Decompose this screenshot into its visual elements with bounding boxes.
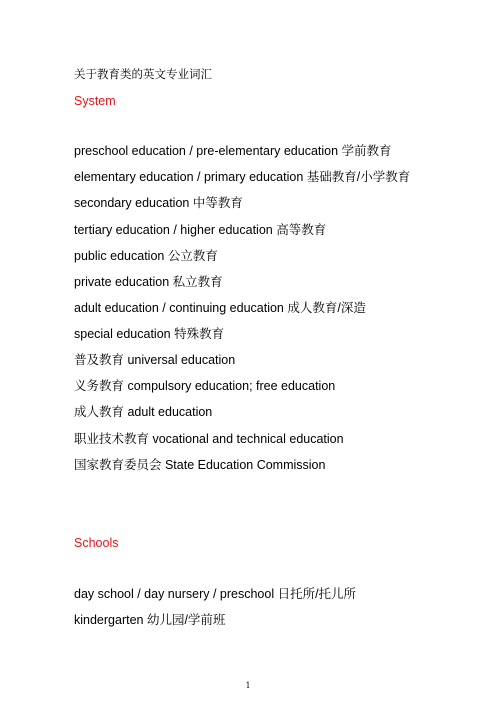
- term-line: secondary education 中等教育: [74, 196, 243, 210]
- term-line: 国家教育委员会 State Education Commission: [74, 458, 326, 472]
- section-heading-system: System: [74, 94, 116, 108]
- term-line: special education 特殊教育: [74, 327, 225, 341]
- term-line: kindergarten 幼儿园/学前班: [74, 613, 226, 627]
- term-line: elementary education / primary education 基础教育/小学教育: [74, 170, 411, 184]
- term-line: 职业技术教育 vocational and technical education: [74, 432, 344, 446]
- document-title: 关于教育类的英文专业词汇: [74, 67, 212, 81]
- term-line: day school / day nursery / preschool 日托所/托儿所: [74, 587, 357, 601]
- section-heading-schools: Schools: [74, 536, 119, 550]
- page-number: 1: [245, 681, 251, 690]
- term-line: private education 私立教育: [74, 275, 223, 289]
- term-line: tertiary education / higher education 高等教育: [74, 223, 327, 237]
- term-line: 普及教育 universal education: [74, 353, 236, 367]
- term-line: 义务教育 compulsory education; free education: [74, 379, 336, 393]
- term-line: 成人教育 adult education: [74, 405, 213, 419]
- term-line: public education 公立教育: [74, 249, 218, 263]
- term-line: adult education / continuing education 成人教育/深造: [74, 301, 366, 315]
- term-line: preschool education / pre-elementary education 学前教育: [74, 144, 392, 158]
